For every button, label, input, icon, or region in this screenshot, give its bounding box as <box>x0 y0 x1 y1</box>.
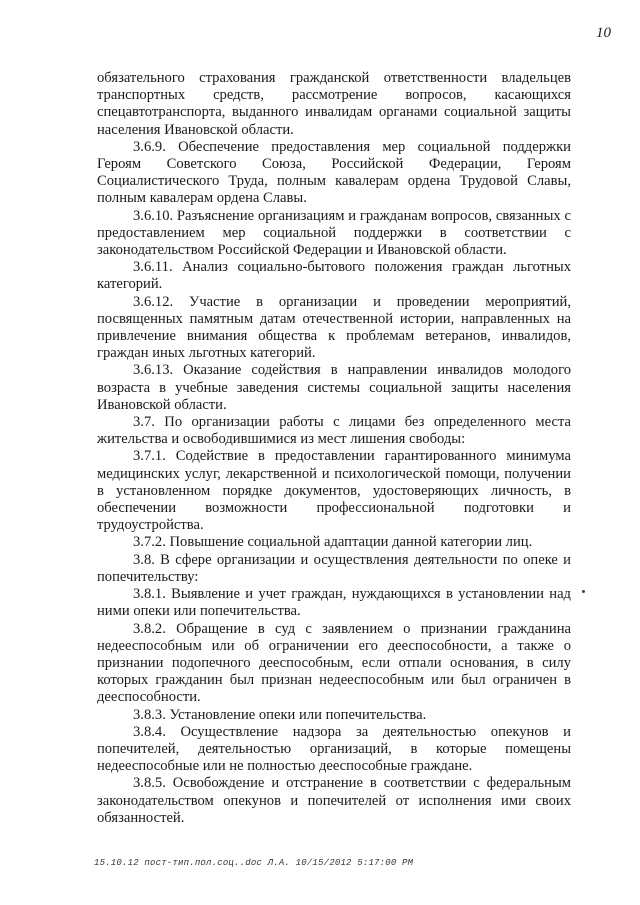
paragraph: 3.6.10. Разъяснение организациям и гражданам вопросов, связанных с предоставлением мер социальной поддержки в соответствии с законодательством Российской Федерации и Ивановской области. <box>97 207 571 259</box>
paragraph: 3.7.2. Повышение социальной адаптации данной категории лиц. <box>133 534 533 551</box>
paragraph: 3.8.5. Освобождение и отстранение в соответствии с федеральным законодательством опекунов и попечителей от исполнения ими своих обязанностей. <box>97 775 571 826</box>
paragraph: 3.6.13. Оказание содействия в направлении инвалидов молодого возраста в учебные заведения системы социальной защиты населения Ивановской области. <box>97 362 571 413</box>
paragraph: 3.6.11. Анализ социально-бытового положения граждан льготных категорий. <box>97 259 571 293</box>
paragraph: 3.8.1. Выявление и учет граждан, нуждающихся в установлении над ними опеки или попечительства. <box>97 586 571 620</box>
paragraph: 3.7. По организации работы с лицами без определенного места жительства и освободившимися из мест лишения свободы: <box>97 414 571 448</box>
page-number: 10 <box>596 25 611 41</box>
paragraph: обязательного страхования гражданской ответственности владельцев транспортных средств, рассмотрение вопросов, касающихся спецавтотранспорта, выданного инвалидам органами социальной защиты населения Ивановской области. <box>97 70 571 138</box>
paragraph: 3.8. В сфере организации и осуществления деятельности по опеке и попечительству: <box>97 551 571 585</box>
margin-mark <box>582 590 585 593</box>
paragraph: 3.8.2. Обращение в суд с заявлением о признании гражданина недееспособным или об ограничении его дееспособности, а также о признании подопечного дееспособным, если отпали основания, в силу которых гражданин был признан недееспособным или был ограничен в дееспособности. <box>97 620 571 706</box>
paragraph: 3.7.1. Содействие в предоставлении гарантированного минимума медицинских услуг, лекарственной и психологической помощи, получении в установленном порядке документов, удостоверяющих личность, в обеспечении возможности профессиональной подготовки и трудоустройства. <box>97 448 571 534</box>
paragraph: 3.8.4. Осуществление надзора за деятельностью опекунов и попечителей, деятельностью организаций, в которые помещены недееспособные или не полностью дееспособные граждане. <box>97 723 571 775</box>
document-body <box>97 70 571 827</box>
paragraph: 3.6.9. Обеспечение предоставления мер социальной поддержки Героям Советского Союза, Российской Федерации, Героям Социалистического Труда, полным кавалерам ордена Трудовой Славы, полным кавалерам ордена Славы. <box>97 138 571 207</box>
paragraph: 3.6.12. Участие в организации и проведении мероприятий, посвященных памятным датам отечественной истории, направленных на привлечение внимания общества к проблемам ветеранов, инвалидов, граждан иных льготных категорий. <box>97 293 571 362</box>
document-footer: 15.10.12 пост-тип.пол.соц..doc Л.А. 10/15/2012 5:17:00 PM <box>94 858 414 868</box>
paragraph: 3.8.3. Установление опеки или попечительства. <box>133 706 427 723</box>
